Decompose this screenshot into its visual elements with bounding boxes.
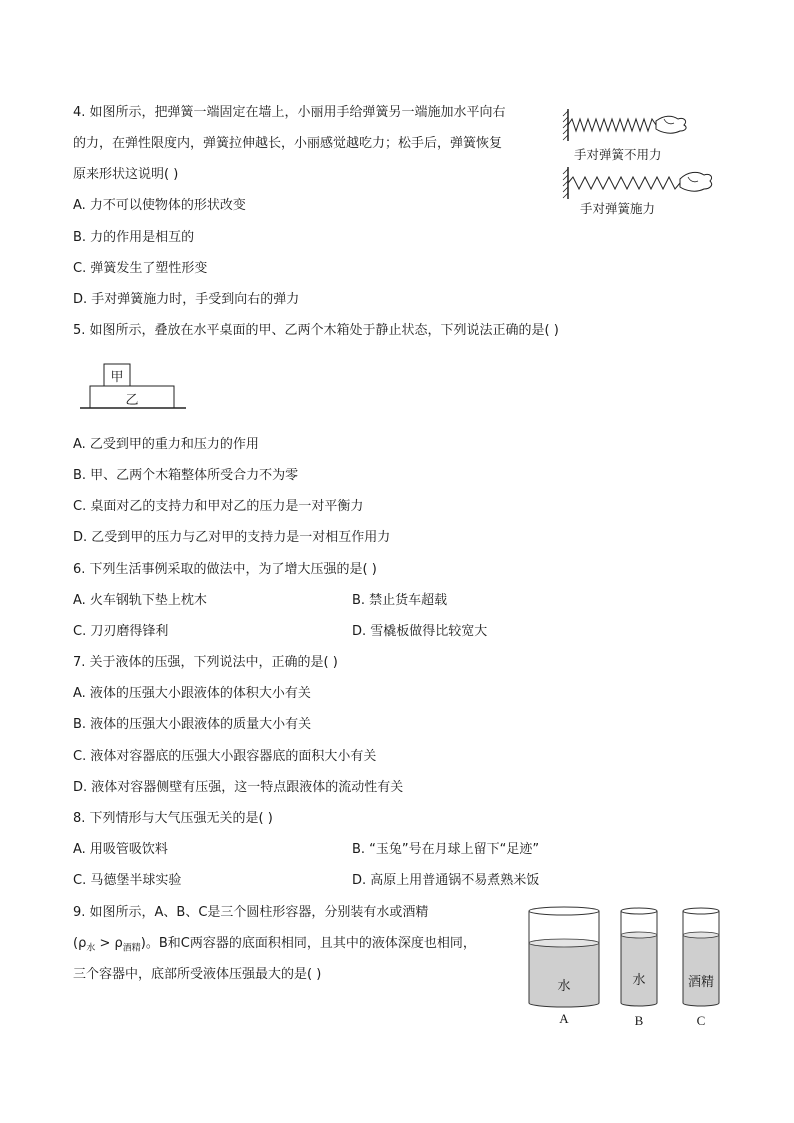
box-yi-label: 乙 <box>125 393 139 408</box>
spring-caption-pulled: 手对弹簧施力 <box>580 201 656 216</box>
q5-option-c: C. 桌面对乙的支持力和甲对乙的压力是一对平衡力 <box>73 499 364 514</box>
q6-option-a: A. 火车钢轨下垫上枕木 <box>73 593 207 608</box>
q8-option-d: D. 高原上用普通锅不易煮熟米饭 <box>352 873 540 888</box>
q6-stem: 6. 下列生活事例采取的做法中，为了增大压强的是( ) <box>73 562 377 577</box>
container-c-liquid-label: 酒精 <box>687 975 714 990</box>
q9-rho-water-sub: 水 <box>86 943 96 954</box>
q5-option-a: A. 乙受到甲的重力和压力的作用 <box>73 437 259 452</box>
q9-rho-alcohol-sub: 酒精 <box>122 943 141 954</box>
q4-stem-line3: 原来形状这说明( ) <box>73 167 179 182</box>
q6-option-c: C. 刀刃磨得锋利 <box>73 624 169 639</box>
q7-option-a: A. 液体的压强大小跟液体的体积大小有关 <box>73 686 311 701</box>
q9-stem-line2 <box>73 935 476 958</box>
container-b-label: B <box>634 1013 644 1028</box>
q9-rho-compare: > ρ <box>95 936 123 951</box>
q8-option-c: C. 马德堡半球实验 <box>73 873 182 888</box>
q9-rho-prefix: (ρ <box>73 936 87 951</box>
stacked-boxes-figure <box>80 362 190 414</box>
q4-option-a: A. 力不可以使物体的形状改变 <box>73 198 246 213</box>
q4-stem-line1: 4. 如图所示，把弹簧一端固定在墙上，小丽用手给弹簧另一端施加水平向右 <box>73 105 506 120</box>
spring-figure <box>560 105 730 220</box>
q9-stem-line1: 9. 如图所示，A、B、C是三个圆柱形容器，分别装有水或酒精 <box>73 905 429 920</box>
q6-option-b: B. 禁止货车超载 <box>352 593 448 608</box>
q7-stem: 7. 关于液体的压强，下列说法中，正确的是( ) <box>73 655 338 670</box>
container-c-label: C <box>696 1013 706 1028</box>
q8-stem: 8. 下列情形与大气压强无关的是( ) <box>73 811 273 826</box>
q7-option-c: C. 液体对容器底的压强大小跟容器底的面积大小有关 <box>73 749 377 764</box>
containers-figure <box>525 905 725 1035</box>
q4-stem-line2: 的力，在弹性限度内，弹簧拉伸越长，小丽感觉越吃力；松手后，弹簧恢复 <box>73 136 503 151</box>
q6-option-d: D. 雪橇板做得比较宽大 <box>352 624 488 639</box>
q5-option-d: D. 乙受到甲的压力与乙对甲的支持力是一对相互作用力 <box>73 530 391 545</box>
container-a-label: A <box>559 1011 569 1026</box>
q7-option-b: B. 液体的压强大小跟液体的质量大小有关 <box>73 717 312 732</box>
q4-option-b: B. 力的作用是相互的 <box>73 230 195 245</box>
q4-option-d: D. 手对弹簧施力时，手受到向右的弹力 <box>73 292 300 307</box>
q4-option-c: C. 弹簧发生了塑性形变 <box>73 261 208 276</box>
q8-option-a: A. 用吸管吸饮料 <box>73 842 168 857</box>
q5-stem: 5. 如图所示，叠放在水平桌面的甲、乙两个木箱处于静止状态，下列说法正确的是( ) <box>73 323 559 338</box>
spring-caption-relaxed: 手对弹簧不用力 <box>574 147 662 162</box>
q5-option-b: B. 甲、乙两个木箱整体所受合力不为零 <box>73 468 299 483</box>
box-jia-label: 甲 <box>110 370 124 385</box>
q9-stem-line2-rest: )。B和C两容器的底面积相同，且其中的液体深度也相同， <box>140 936 476 951</box>
container-a-liquid-label: 水 <box>557 979 571 994</box>
q8-option-b: B. “玉兔”号在月球上留下“足迹” <box>352 842 540 857</box>
container-b-liquid-label: 水 <box>632 973 646 988</box>
q7-option-d: D. 液体对容器侧壁有压强，这一特点跟液体的流动性有关 <box>73 780 404 795</box>
q9-stem-line3: 三个容器中，底部所受液体压强最大的是( ) <box>73 967 322 982</box>
